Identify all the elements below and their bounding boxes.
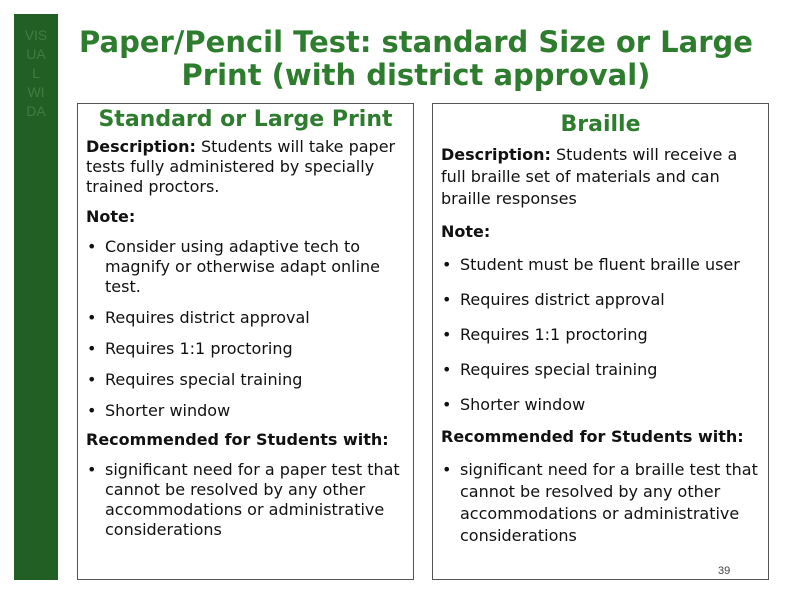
description-label: Description: xyxy=(441,145,551,164)
list-item: • Shorter window xyxy=(441,394,760,416)
logo-line: WI xyxy=(27,84,45,100)
panel-heading: Standard or Large Print xyxy=(98,107,393,132)
logo-line: DA xyxy=(26,103,46,119)
notes-list xyxy=(441,254,760,416)
panel-content xyxy=(78,137,413,540)
list-item: • Shorter window xyxy=(86,401,405,421)
list-item: • significant need for a braille test that cannot be resolved by any other accommodations or administrative considerations xyxy=(441,459,760,547)
list-item: • significant need for a paper test that cannot be resolved by any other accommodations or administrative considerations xyxy=(86,460,405,540)
description-text: Students will receive a full braille set of materials and can braille responses xyxy=(441,145,738,208)
slide-title xyxy=(64,26,768,92)
description-label: Description: xyxy=(86,137,196,156)
list-item: • Student must be fluent braille user xyxy=(441,254,760,276)
list-item: • Requires special training xyxy=(86,370,405,390)
wida-logo xyxy=(14,26,58,121)
page-number: 39 xyxy=(718,565,731,577)
slide-title-line-1: Paper/Pencil Test: standard Size or Large xyxy=(79,25,753,59)
logo-line: UA xyxy=(26,46,46,62)
note-label: Note: xyxy=(441,222,491,241)
list-item: • Requires 1:1 proctoring xyxy=(441,324,760,346)
list-item: • Requires district approval xyxy=(441,289,760,311)
recommended-list xyxy=(441,459,760,547)
recommended-label: Recommended for Students with: xyxy=(86,430,389,449)
description-text: Students will take paper tests fully administered by specially trained proctors. xyxy=(86,137,396,196)
list-item: • Requires 1:1 proctoring xyxy=(86,339,405,359)
sidebar-band xyxy=(14,14,58,580)
panel-content xyxy=(433,144,768,547)
standard-print-panel xyxy=(77,103,414,580)
notes-list xyxy=(86,237,405,421)
recommended-label: Recommended for Students with: xyxy=(441,427,744,446)
panel-heading: Braille xyxy=(560,112,641,137)
logo-line: VIS xyxy=(24,27,48,43)
list-item: • Requires district approval xyxy=(86,308,405,328)
note-label: Note: xyxy=(86,207,136,226)
recommended-list xyxy=(86,460,405,540)
description xyxy=(441,144,760,210)
logo-line: L xyxy=(32,65,40,81)
list-item: • Consider using adaptive tech to magnify or otherwise adapt online test. xyxy=(86,237,405,297)
description xyxy=(86,137,405,197)
braille-panel xyxy=(432,103,769,580)
list-item: • Requires special training xyxy=(441,359,760,381)
slide-title-line-2: Print (with district approval) xyxy=(181,58,651,92)
